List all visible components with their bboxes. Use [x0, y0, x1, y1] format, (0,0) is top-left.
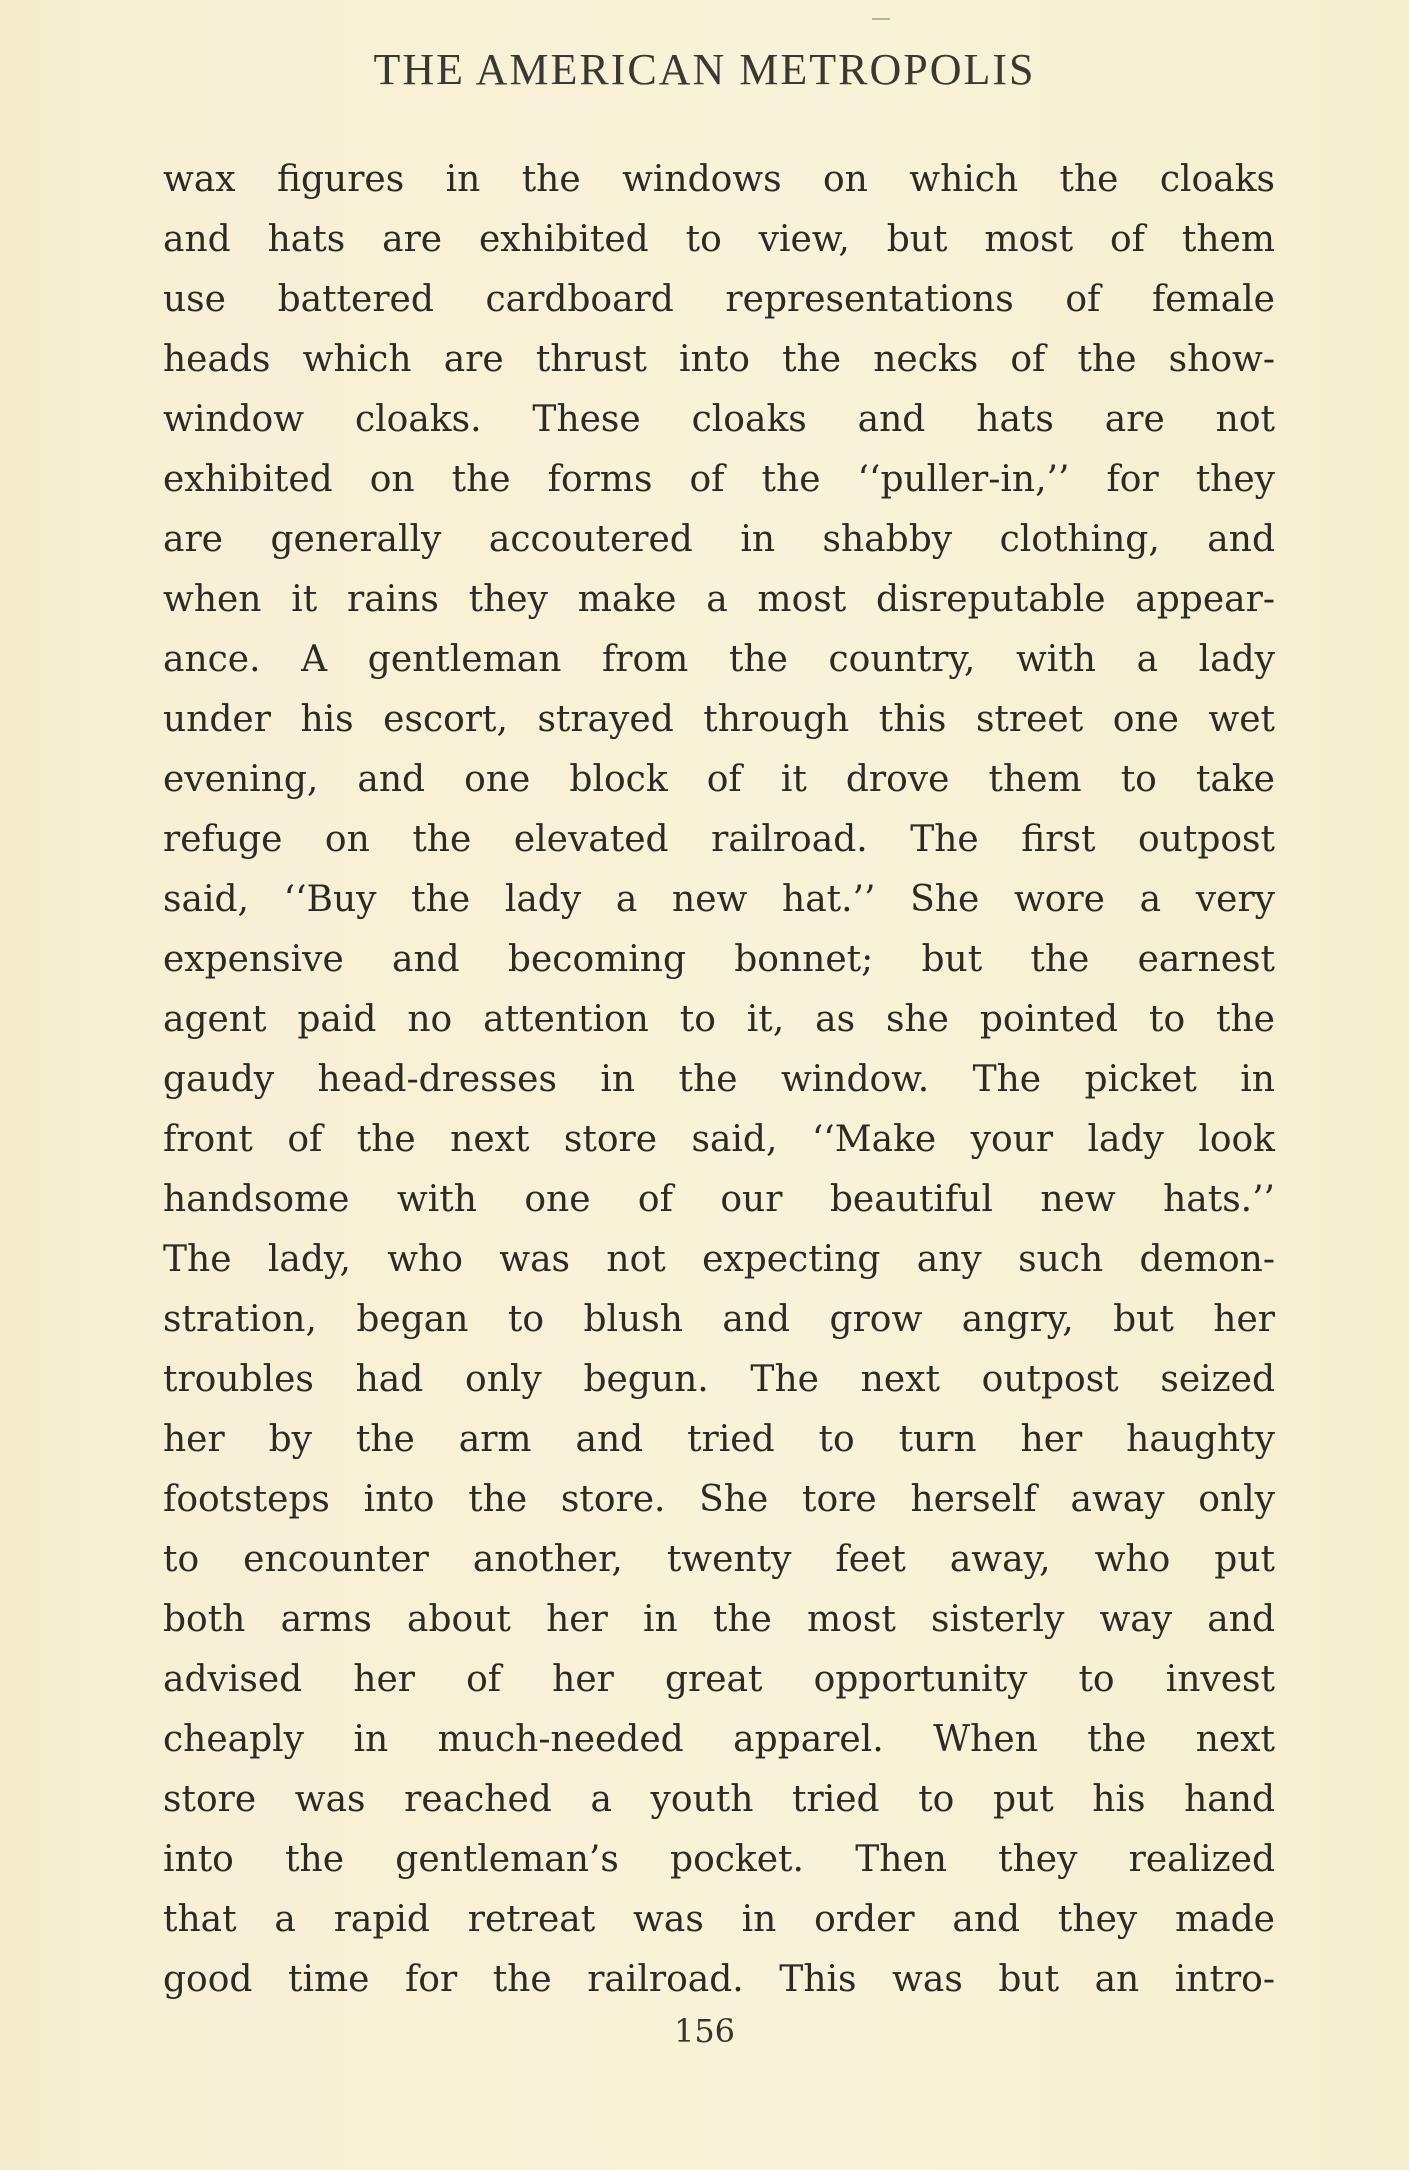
running-head: THE AMERICAN METROPOLIS	[373, 45, 1036, 94]
text-line: exhibited on the forms of the ‘‘puller-in,’’ for they	[163, 459, 1275, 500]
text-line: her by the arm and tried to turn her haughty	[163, 1419, 1275, 1460]
text-line: refuge on the elevated railroad. The first outpost	[163, 819, 1275, 860]
text-line: window cloaks. These cloaks and hats are not	[163, 399, 1275, 440]
text-line: stration, began to blush and grow angry, but her	[163, 1299, 1275, 1340]
text-line: good time for the railroad. This was but an intro-	[163, 1959, 1275, 2000]
text-line: to encounter another, twenty feet away, who put	[163, 1539, 1275, 1580]
text-line: gaudy head-dresses in the window. The picket in	[163, 1059, 1275, 1100]
text-line: advised her of her great opportunity to invest	[163, 1659, 1275, 1700]
text-line: cheaply in much-needed apparel. When the next	[163, 1719, 1275, 1760]
text-line: troubles had only begun. The next outpost seized	[163, 1359, 1275, 1400]
text-line: heads which are thrust into the necks of the show-	[163, 339, 1275, 380]
text-line: evening, and one block of it drove them to take	[163, 759, 1275, 800]
text-line: wax figures in the windows on which the cloaks	[163, 159, 1275, 200]
page-mark	[872, 18, 890, 20]
text-line: and hats are exhibited to view, but most of them	[163, 219, 1275, 260]
text-line: handsome with one of our beautiful new hats.’’	[163, 1179, 1275, 1220]
text-line: expensive and becoming bonnet; but the earnest	[163, 939, 1275, 980]
text-line: ance. A gentleman from the country, with a lady	[163, 639, 1275, 680]
text-line: use battered cardboard representations of female	[163, 279, 1275, 320]
text-line: front of the next store said, ‘‘Make your lady look	[163, 1119, 1275, 1160]
text-line: said, ‘‘Buy the lady a new hat.’’ She wore a very	[163, 879, 1275, 920]
body-text	[163, 150, 1275, 2010]
text-line: both arms about her in the most sisterly way and	[163, 1599, 1275, 1640]
text-line: under his escort, strayed through this street one wet	[163, 699, 1275, 740]
text-line: that a rapid retreat was in order and they made	[163, 1899, 1275, 1940]
text-line: into the gentleman’s pocket. Then they realized	[163, 1839, 1275, 1880]
text-line: footsteps into the store. She tore herself away only	[163, 1479, 1275, 1520]
text-line: store was reached a youth tried to put his hand	[163, 1779, 1275, 1820]
text-line: when it rains they make a most disreputable appear-	[163, 579, 1275, 620]
text-line: The lady, who was not expecting any such demon-	[163, 1239, 1275, 1280]
page-number: 156	[673, 2012, 736, 2050]
text-line: agent paid no attention to it, as she pointed to the	[163, 999, 1275, 1040]
text-line: are generally accoutered in shabby clothing, and	[163, 519, 1275, 560]
